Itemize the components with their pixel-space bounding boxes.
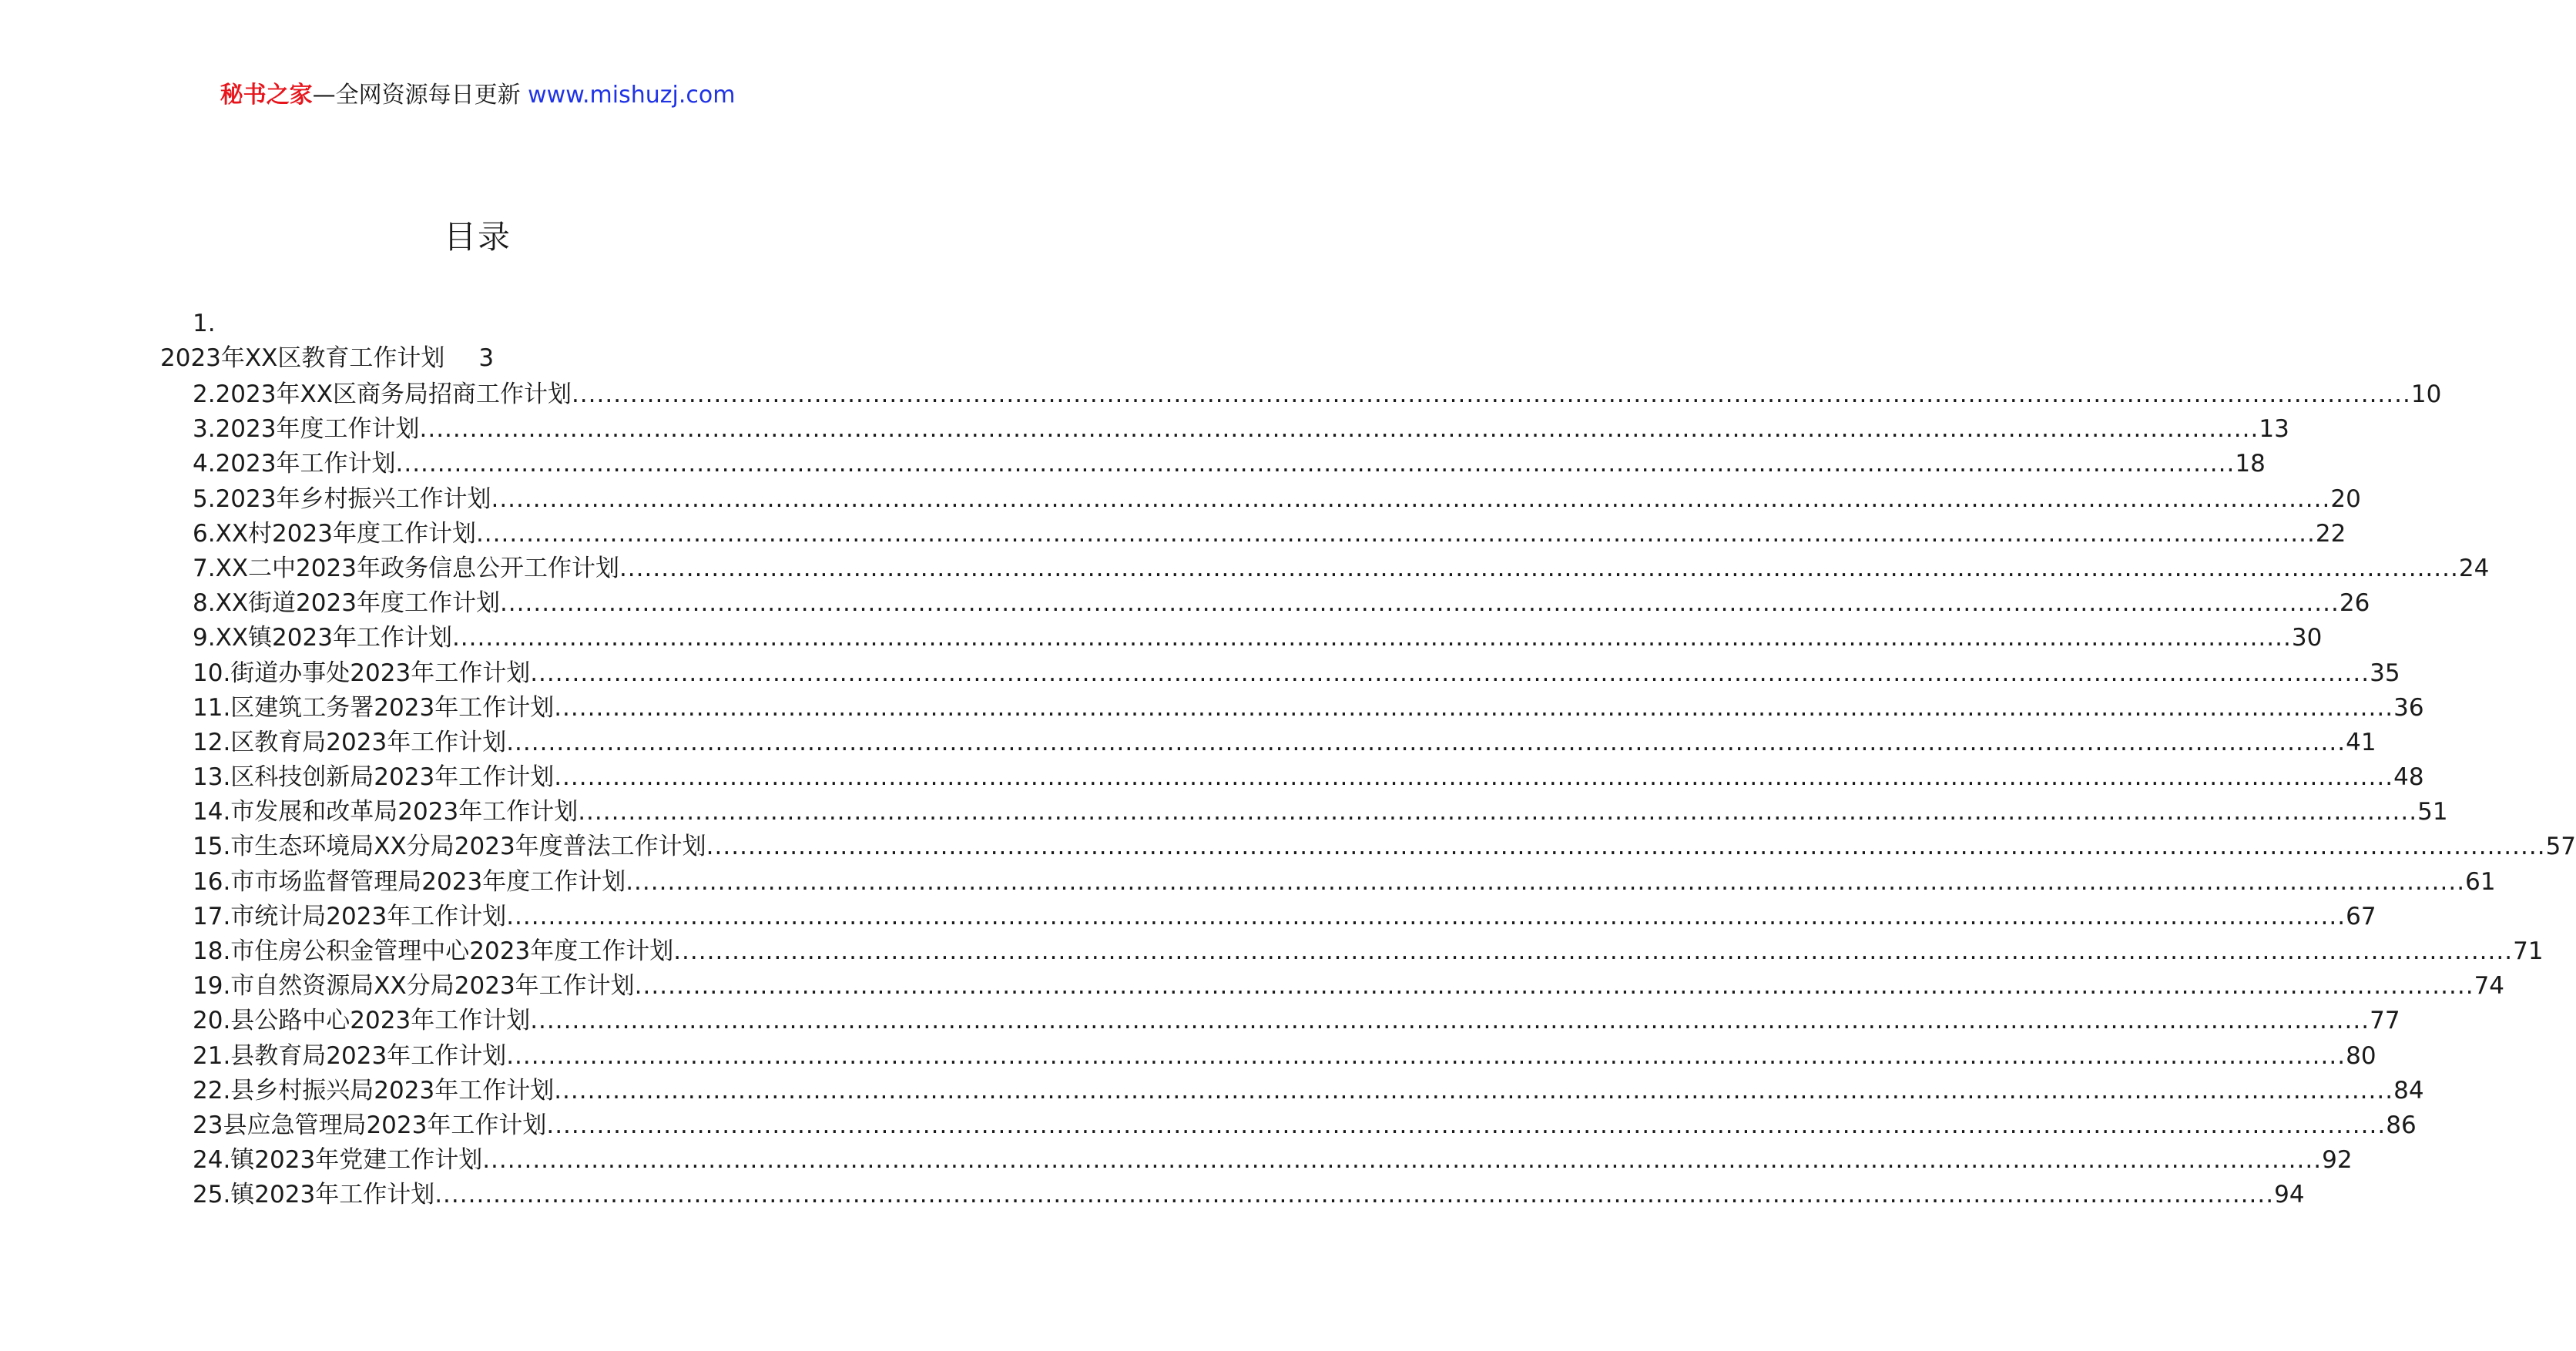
toc-dot-leader: ............................................................................................................................................................................................................................ <box>634 972 2474 1001</box>
toc-entry-label: 24.镇2023年党建工作计划 <box>193 1146 483 1175</box>
toc-dot-leader: ............................................................................................................................................................................................................................ <box>506 728 2346 756</box>
site-url-link[interactable]: www.mishuzj.com <box>528 82 736 109</box>
toc-entry-label: 9.XX镇2023年工作计划 <box>193 624 452 652</box>
toc-list <box>193 377 2576 1213</box>
toc-entry-page: 22 <box>2315 519 2346 548</box>
toc-entry-label: 22.县乡村振兴局2023年工作计划 <box>193 1076 555 1105</box>
toc-entry[interactable] <box>193 726 2376 760</box>
toc-dot-leader: ............................................................................................................................................................................................................................ <box>419 415 2259 444</box>
toc-first-entry[interactable] <box>160 343 494 374</box>
toc-entry-page: 84 <box>2393 1076 2424 1105</box>
toc-dot-leader: ............................................................................................................................................................................................................................ <box>626 867 2466 896</box>
toc-dot-leader: ............................................................................................................................................................................................................................ <box>475 519 2316 548</box>
toc-entry-label: 23县应急管理局2023年工作计划 <box>193 1111 547 1139</box>
toc-entry[interactable] <box>193 691 2424 726</box>
toc-dot-leader: ............................................................................................................................................................................................................................ <box>434 1181 2275 1209</box>
toc-entry-page: 24 <box>2458 554 2490 582</box>
toc-entry-label: 13.区科技创新局2023年工作计划 <box>193 763 555 792</box>
toc-entry-label: 6.XX村2023年度工作计划 <box>193 519 476 548</box>
toc-dot-leader: ............................................................................................................................................................................................................................ <box>506 1041 2346 1070</box>
toc-entry[interactable] <box>193 795 2448 830</box>
toc-entry-label: 8.XX街道2023年度工作计划 <box>193 589 500 618</box>
toc-entry-page: 3 <box>478 344 495 372</box>
toc-dot-leader: ............................................................................................................................................................................................................................ <box>554 1076 2394 1105</box>
toc-entry[interactable] <box>193 621 2323 655</box>
toc-dot-leader: ............................................................................................................................................................................................................................ <box>706 833 2546 861</box>
toc-entry-page: 77 <box>2370 1007 2400 1035</box>
toc-entry[interactable] <box>193 586 2370 621</box>
toc-entry-page: 92 <box>2322 1146 2353 1175</box>
toc-entry[interactable] <box>193 969 2505 1004</box>
toc-entry-page: 86 <box>2386 1111 2417 1139</box>
toc-entry[interactable] <box>193 1074 2424 1108</box>
toc-entry-label: 25.镇2023年工作计划 <box>193 1181 435 1209</box>
toc-entry-page: 48 <box>2393 763 2424 792</box>
toc-entry-page: 30 <box>2291 624 2323 652</box>
toc-first-number: 1. <box>193 310 216 337</box>
toc-dot-leader: ............................................................................................................................................................................................................................ <box>482 1146 2323 1175</box>
toc-entry-label: 19.市自然资源局XX分局2023年工作计划 <box>193 972 635 1001</box>
toc-entry-label: 2.2023年XX区商务局招商工作计划 <box>193 380 572 408</box>
toc-entry-page: 80 <box>2346 1041 2376 1070</box>
toc-dot-leader: ............................................................................................................................................................................................................................ <box>499 589 2340 618</box>
toc-entry-label: 12.区教育局2023年工作计划 <box>193 728 507 756</box>
toc-entry-label: 21.县教育局2023年工作计划 <box>193 1041 507 1070</box>
toc-entry-label: 20.县公路中心2023年工作计划 <box>193 1007 531 1035</box>
toc-dot-leader: ............................................................................................................................................................................................................................ <box>619 554 2459 582</box>
toc-entry[interactable] <box>193 1178 2305 1212</box>
toc-entry-label: 11.区建筑工务署2023年工作计划 <box>193 693 555 722</box>
toc-entry[interactable] <box>193 934 2544 969</box>
toc-entry-label: 3.2023年度工作计划 <box>193 415 420 444</box>
toc-dot-leader: ............................................................................................................................................................................................................................ <box>491 484 2331 513</box>
toc-entry-page: 94 <box>2274 1181 2305 1209</box>
toc-entry-page: 26 <box>2339 589 2370 618</box>
toc-entry-label: 7.XX二中2023年政务信息公开工作计划 <box>193 554 619 582</box>
toc-dot-leader: ............................................................................................................................................................................................................................ <box>395 450 2236 478</box>
toc-dot-leader: ............................................................................................................................................................................................................................ <box>530 659 2370 687</box>
toc-entry-label: 5.2023年乡村振兴工作计划 <box>193 484 491 513</box>
toc-entry-page: 61 <box>2465 867 2496 896</box>
toc-entry[interactable] <box>193 1039 2376 1074</box>
toc-entry-label: 2023年XX区教育工作计划 <box>160 344 445 372</box>
toc-entry-page: 10 <box>2410 380 2442 408</box>
toc-entry[interactable] <box>193 551 2490 586</box>
toc-dot-leader: ............................................................................................................................................................................................................................ <box>554 693 2394 722</box>
site-header <box>0 77 955 114</box>
toc-entry[interactable] <box>193 1004 2400 1038</box>
toc-dot-leader: ............................................................................................................................................................................................................................ <box>451 624 2292 652</box>
toc-entry-label: 18.市住房公积金管理中心2023年度工作计划 <box>193 937 674 965</box>
toc-dot-leader: ............................................................................................................................................................................................................................ <box>554 763 2394 792</box>
toc-entry[interactable] <box>193 656 2400 691</box>
toc-entry-page: 18 <box>2235 450 2266 478</box>
toc-entry-label: 4.2023年工作计划 <box>193 450 396 478</box>
toc-entry[interactable] <box>193 447 2266 481</box>
toc-dot-leader: ............................................................................................................................................................................................................................ <box>571 380 2411 408</box>
toc-entry-page: 20 <box>2330 484 2361 513</box>
toc-entry-label: 15.市生态环境局XX分局2023年度普法工作计划 <box>193 833 706 861</box>
toc-entry-page: 71 <box>2513 937 2544 965</box>
toc-entry-page: 74 <box>2474 972 2505 1001</box>
toc-dot-leader: ............................................................................................................................................................................................................................ <box>530 1007 2370 1035</box>
toc-entry-page: 51 <box>2417 798 2448 826</box>
toc-dot-leader: ............................................................................................................................................................................................................................ <box>506 902 2346 930</box>
toc-entry[interactable] <box>193 377 2442 412</box>
toc-entry-page: 41 <box>2346 728 2376 756</box>
toc-dot-leader: ............................................................................................................................................................................................................................ <box>546 1111 2386 1139</box>
toc-entry-page: 35 <box>2370 659 2400 687</box>
toc-entry[interactable] <box>193 1108 2417 1143</box>
toc-entry[interactable] <box>193 412 2289 447</box>
toc-entry[interactable] <box>193 865 2496 900</box>
toc-entry[interactable] <box>193 760 2424 795</box>
toc-entry[interactable] <box>193 482 2361 517</box>
toc-entry[interactable] <box>193 900 2376 934</box>
toc-dot-leader: ............................................................................................................................................................................................................................ <box>578 798 2418 826</box>
toc-entry-label: 16.市市场监督管理局2023年度工作计划 <box>193 867 626 896</box>
toc-dot-leader: ............................................................................................................................................................................................................................ <box>673 937 2514 965</box>
toc-entry-label: 10.街道办事处2023年工作计划 <box>193 659 531 687</box>
toc-entry-label: 17.市统计局2023年工作计划 <box>193 902 507 930</box>
toc-title: 目录 <box>443 218 512 256</box>
toc-entry-label: 14.市发展和改革局2023年工作计划 <box>193 798 579 826</box>
toc-entry-page: 57 <box>2545 833 2576 861</box>
toc-entry-page: 36 <box>2393 693 2424 722</box>
toc-entry[interactable] <box>193 1143 2353 1178</box>
brand-name: 秘书之家 <box>220 82 313 109</box>
toc-entry[interactable] <box>193 830 2576 864</box>
toc-entry[interactable] <box>193 517 2346 551</box>
toc-entry-page: 67 <box>2346 902 2376 930</box>
header-tagline: —全网资源每日更新 <box>312 82 521 109</box>
toc-entry-page: 13 <box>2259 415 2289 444</box>
